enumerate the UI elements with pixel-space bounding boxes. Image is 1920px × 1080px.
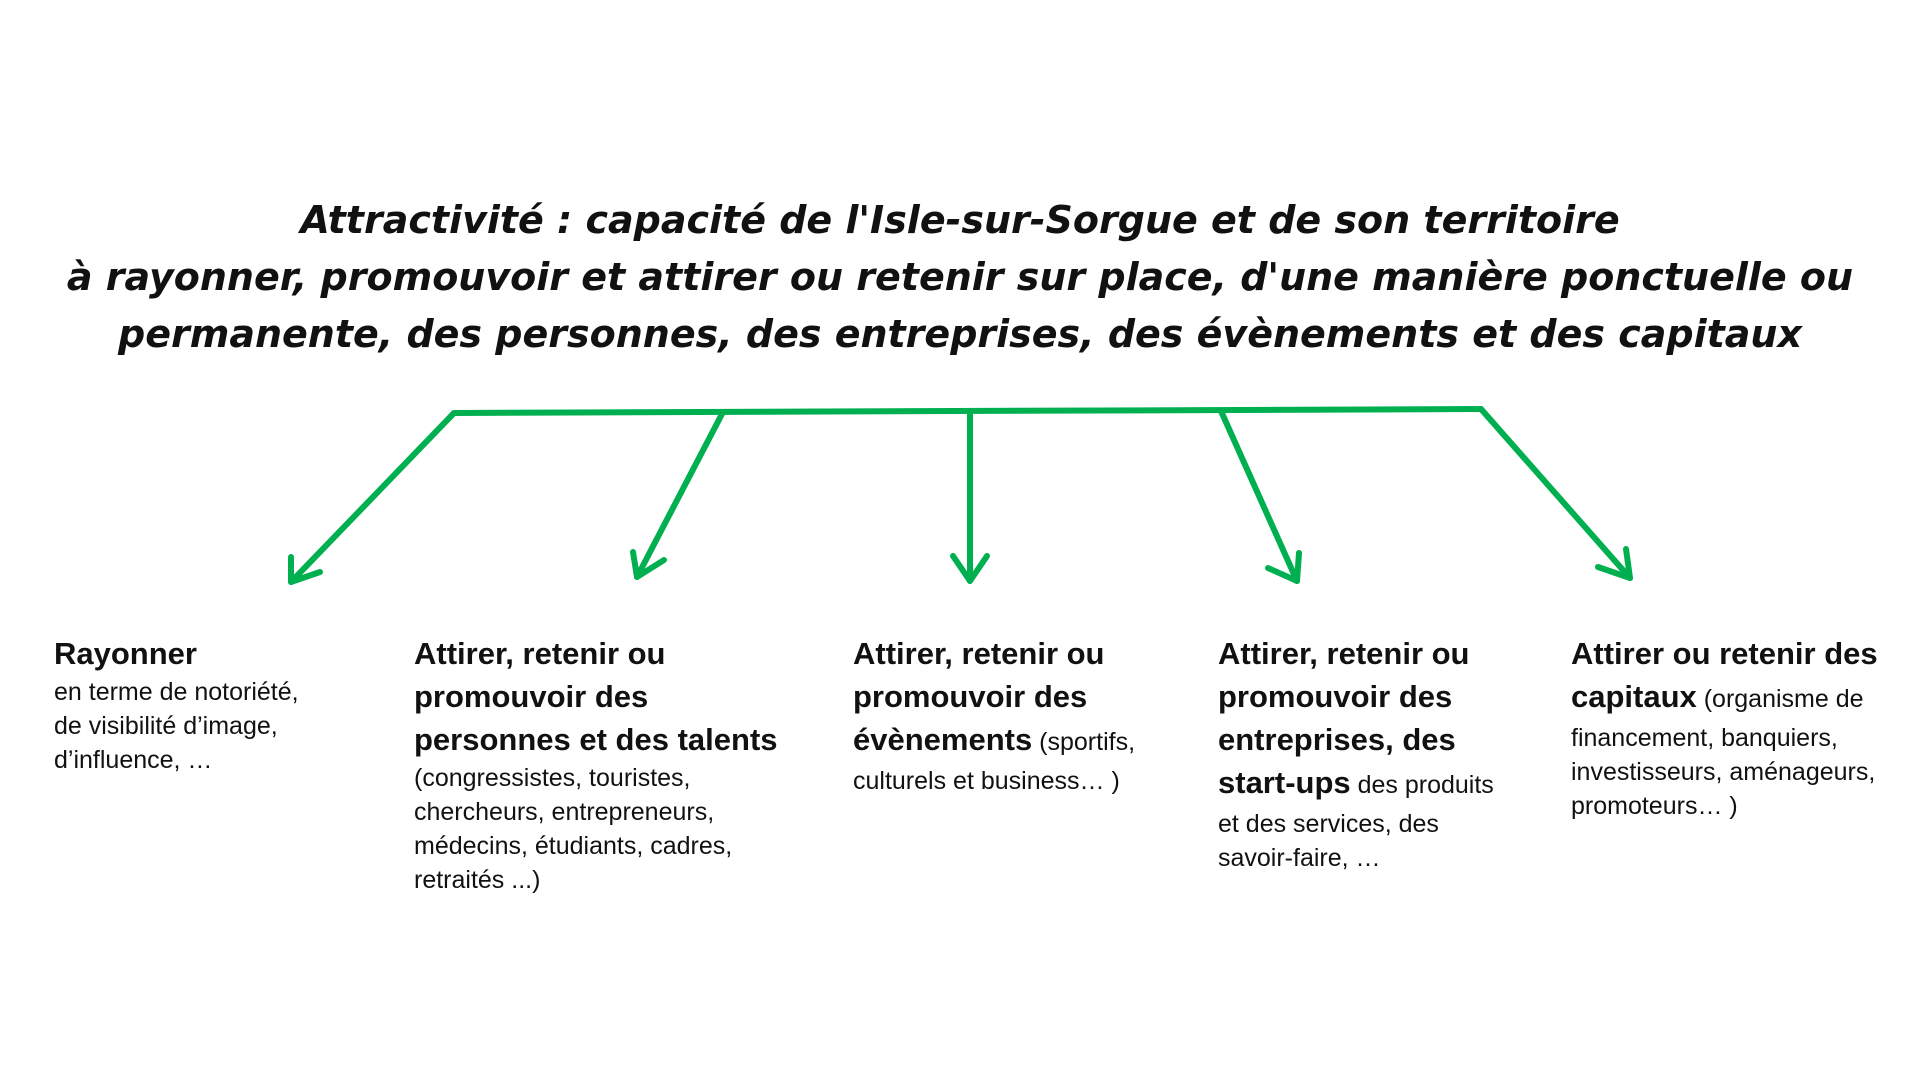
branch-heading: Rayonner — [54, 636, 197, 671]
branch-capitaux — [1571, 632, 1916, 823]
branch-entreprises — [1218, 632, 1548, 875]
arrow-3 — [953, 412, 987, 581]
branch-description: en terme de notoriété, de visibilité d’image, d’influence, … — [54, 678, 299, 774]
arrow-4 — [1221, 411, 1299, 581]
branch-heading: Attirer, retenir ou promouvoir des évènements (sportifs, — [853, 636, 1136, 757]
branch-inline-note: (organisme de — [1696, 685, 1864, 713]
title-line-1: Attractivité : capacité de l'Isle-sur-Sorgue et de son territoire — [300, 198, 1620, 242]
title-line-3: permanente, des personnes, des entreprises, des évènements et des capitaux — [118, 312, 1802, 356]
branch-personnes-talents — [414, 632, 804, 897]
title-line-2: à rayonner, promouvoir et attirer ou retenir sur place, d'une manière ponctuelle ou — [66, 255, 1854, 299]
branch-description: financement, banquiers, investisseurs, aménageurs, promoteurs… ) — [1571, 724, 1876, 820]
branch-heading: Attirer ou retenir des capitaux (organisme de — [1571, 636, 1878, 714]
branch-heading: Attirer, retenir ou promouvoir des entreprises, des start-ups des produits — [1218, 636, 1494, 800]
arrow-1 — [291, 413, 454, 582]
branch-inline-note: des produits — [1350, 771, 1494, 799]
arrow-2 — [633, 412, 723, 577]
branch-description: et des services, des savoir-faire, … — [1218, 810, 1439, 872]
branch-inline-note: (sportifs, — [1032, 728, 1136, 756]
branch-evenements — [853, 632, 1183, 798]
branch-heading: Attirer, retenir ou promouvoir des personnes et des talents — [414, 636, 778, 757]
branch-description: culturels et business… ) — [853, 767, 1120, 795]
arrow-5 — [1481, 409, 1630, 578]
branch-description: (congressistes, touristes, chercheurs, entrepreneurs, médecins, étudiants, cadres, retraités ...) — [414, 764, 733, 894]
branch-rayonner — [54, 632, 384, 777]
